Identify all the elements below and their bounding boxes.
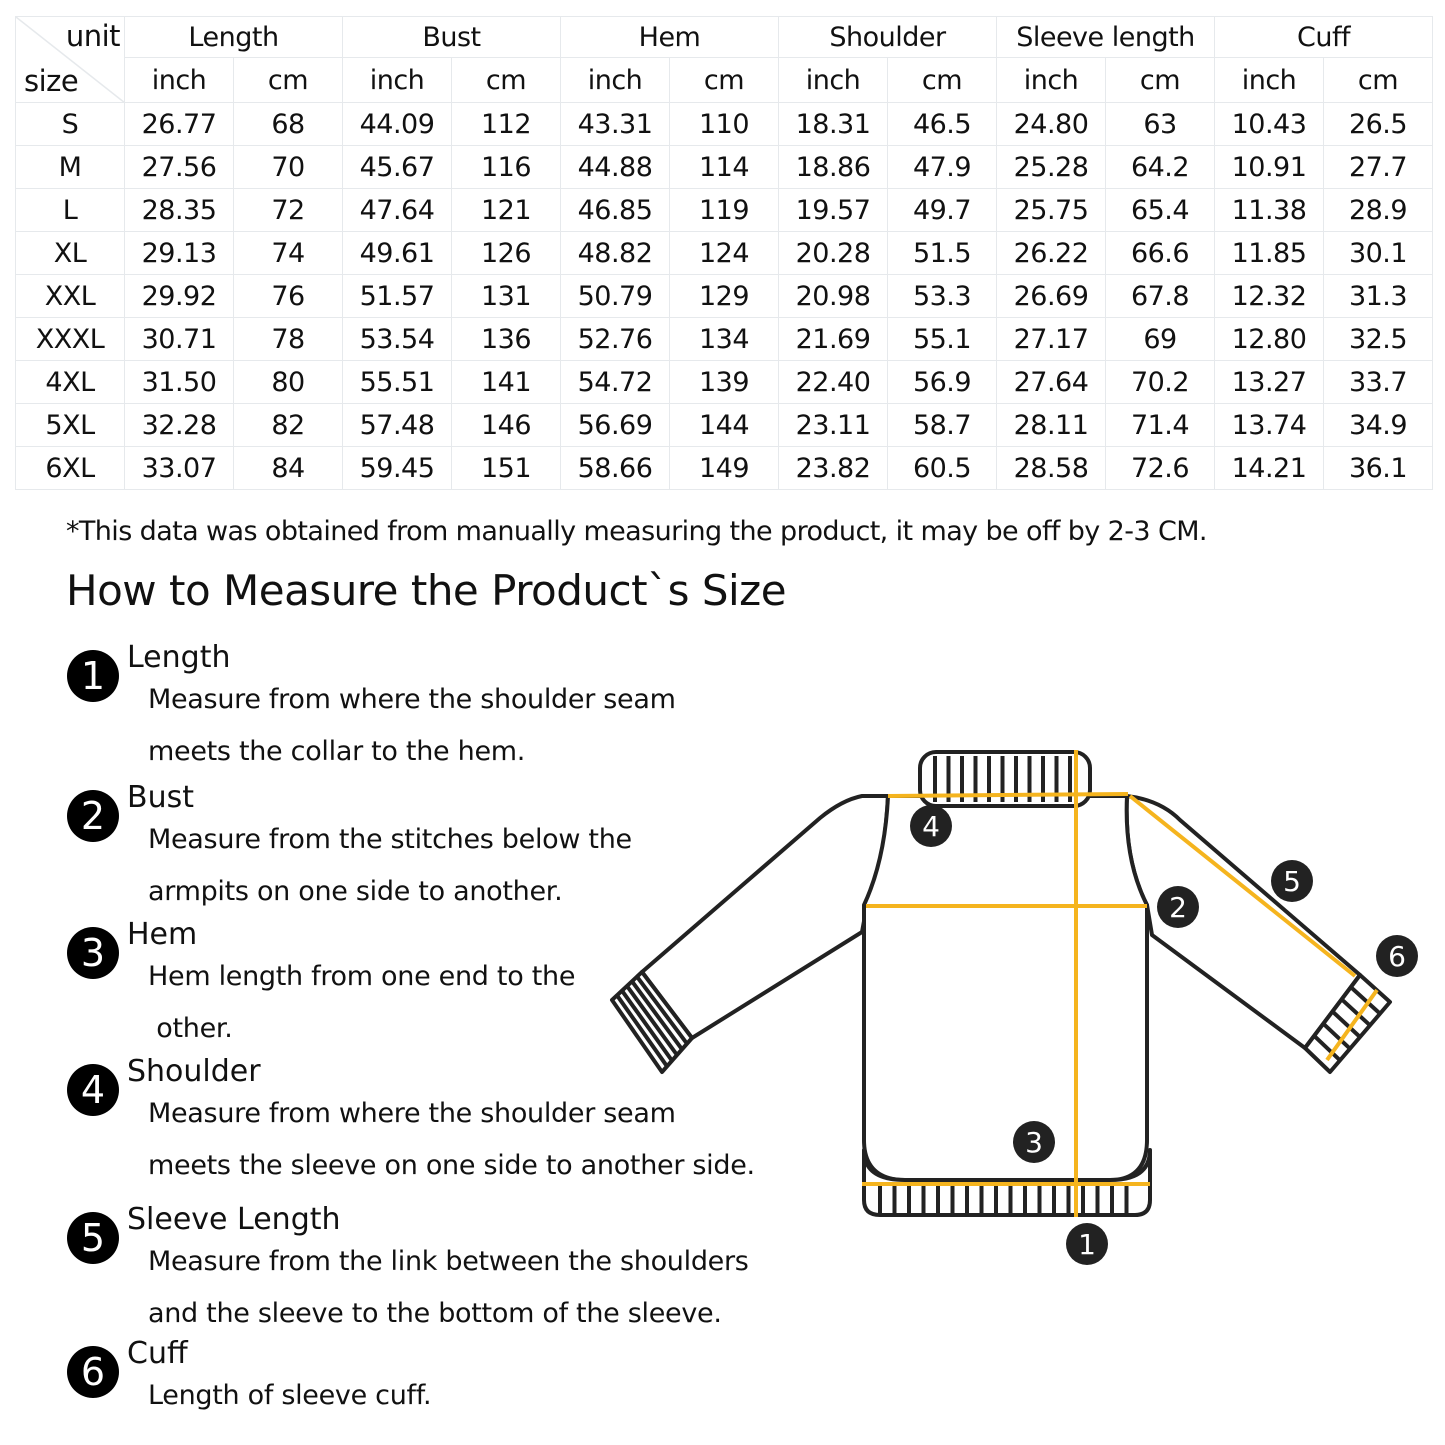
value-cell: 27.7 [1324, 146, 1433, 189]
value-cell: 131 [452, 275, 561, 318]
unit-header-cm: cm [234, 58, 343, 103]
value-cell: 30.71 [125, 318, 234, 361]
marker-number: 6 [1388, 940, 1406, 973]
shoulder-line [888, 794, 1128, 796]
value-cell: 121 [452, 189, 561, 232]
value-cell: 69 [1106, 318, 1215, 361]
unit-header-cm: cm [888, 58, 997, 103]
unit-header-inch: inch [779, 58, 888, 103]
value-cell: 30.1 [1324, 232, 1433, 275]
unit-header-inch: inch [997, 58, 1106, 103]
unit-header-inch: inch [1215, 58, 1324, 103]
value-cell: 20.98 [779, 275, 888, 318]
diagram-marker-1-icon [1066, 1223, 1108, 1265]
value-cell: 70 [234, 146, 343, 189]
value-cell: 119 [670, 189, 779, 232]
value-cell: 13.74 [1215, 404, 1324, 447]
value-cell: 14.21 [1215, 447, 1324, 490]
step-line: Measure from where the shoulder seam [148, 684, 676, 715]
size-cell: XXL [16, 275, 125, 318]
number-badge-icon: 6 [67, 1346, 119, 1398]
step-line: meets the collar to the hem. [148, 736, 526, 767]
value-cell: 71.4 [1106, 404, 1215, 447]
marker-number: 4 [922, 810, 940, 843]
marker-number: 1 [1078, 1228, 1096, 1261]
header-sleeve-length: Sleeve length [997, 17, 1215, 58]
value-cell: 43.31 [561, 103, 670, 146]
value-cell: 50.79 [561, 275, 670, 318]
value-cell: 10.91 [1215, 146, 1324, 189]
value-cell: 26.77 [125, 103, 234, 146]
value-cell: 139 [670, 361, 779, 404]
value-cell: 27.17 [997, 318, 1106, 361]
value-cell: 46.5 [888, 103, 997, 146]
step-line: Measure from the stitches below the [148, 824, 632, 855]
number-badge-icon: 4 [67, 1064, 119, 1116]
size-cell: L [16, 189, 125, 232]
diagram-marker-3-icon [1013, 1121, 1055, 1163]
value-cell: 80 [234, 361, 343, 404]
value-cell: 72 [234, 189, 343, 232]
value-cell: 22.40 [779, 361, 888, 404]
value-cell: 18.86 [779, 146, 888, 189]
value-cell: 55.1 [888, 318, 997, 361]
value-cell: 33.07 [125, 447, 234, 490]
value-cell: 32.5 [1324, 318, 1433, 361]
size-cell: 4XL [16, 361, 125, 404]
marker-number: 5 [1283, 865, 1301, 898]
size-cell: 6XL [16, 447, 125, 490]
value-cell: 49.61 [343, 232, 452, 275]
value-cell: 21.69 [779, 318, 888, 361]
value-cell: 28.35 [125, 189, 234, 232]
value-cell: 112 [452, 103, 561, 146]
value-cell: 67.8 [1106, 275, 1215, 318]
step-title: Sleeve Length [127, 1202, 341, 1237]
value-cell: 10.43 [1215, 103, 1324, 146]
value-cell: 58.66 [561, 447, 670, 490]
left-sleeve [642, 796, 888, 1038]
value-cell: 47.64 [343, 189, 452, 232]
value-cell: 124 [670, 232, 779, 275]
value-cell: 59.45 [343, 447, 452, 490]
size-cell: S [16, 103, 125, 146]
unit-header-inch: inch [125, 58, 234, 103]
value-cell: 27.64 [997, 361, 1106, 404]
value-cell: 116 [452, 146, 561, 189]
value-cell: 60.5 [888, 447, 997, 490]
header-length: Length [125, 17, 343, 58]
guide-heading: How to Measure the Product`s Size [66, 566, 787, 615]
value-cell: 54.72 [561, 361, 670, 404]
value-cell: 51.5 [888, 232, 997, 275]
value-cell: 28.58 [997, 447, 1106, 490]
value-cell: 146 [452, 404, 561, 447]
right-sleeve [1127, 796, 1360, 1048]
value-cell: 144 [670, 404, 779, 447]
marker-number: 2 [1169, 891, 1187, 924]
step-line: and the sleeve to the bottom of the sleeve. [148, 1298, 722, 1329]
size-cell: M [16, 146, 125, 189]
value-cell: 28.9 [1324, 189, 1433, 232]
number-badge-icon: 2 [67, 790, 119, 842]
step-line: Length of sleeve cuff. [148, 1380, 432, 1411]
value-cell: 29.13 [125, 232, 234, 275]
value-cell: 151 [452, 447, 561, 490]
number-badge-icon: 5 [67, 1212, 119, 1264]
marker-number: 3 [1025, 1126, 1043, 1159]
value-cell: 57.48 [343, 404, 452, 447]
value-cell: 48.82 [561, 232, 670, 275]
value-cell: 34.9 [1324, 404, 1433, 447]
value-cell: 58.7 [888, 404, 997, 447]
value-cell: 110 [670, 103, 779, 146]
value-cell: 51.57 [343, 275, 452, 318]
value-cell: 29.92 [125, 275, 234, 318]
value-cell: 12.80 [1215, 318, 1324, 361]
value-cell: 44.09 [343, 103, 452, 146]
number-badge-icon: 1 [67, 650, 119, 702]
unit-header-inch: inch [343, 58, 452, 103]
size-cell: XXXL [16, 318, 125, 361]
value-cell: 66.6 [1106, 232, 1215, 275]
step-line: other. [148, 1013, 233, 1044]
value-cell: 68 [234, 103, 343, 146]
diagram-marker-4-icon [910, 805, 952, 847]
unit-header-inch: inch [561, 58, 670, 103]
header-hem: Hem [561, 17, 779, 58]
diagram-marker-2-icon [1157, 886, 1199, 928]
diagram-marker-6-icon [1376, 935, 1418, 977]
value-cell: 25.75 [997, 189, 1106, 232]
value-cell: 65.4 [1106, 189, 1215, 232]
number-badge-icon: 3 [67, 927, 119, 979]
value-cell: 31.3 [1324, 275, 1433, 318]
unit-header-cm: cm [1324, 58, 1433, 103]
value-cell: 11.38 [1215, 189, 1324, 232]
value-cell: 18.31 [779, 103, 888, 146]
value-cell: 56.9 [888, 361, 997, 404]
value-cell: 70.2 [1106, 361, 1215, 404]
step-line: meets the sleeve on one side to another side. [148, 1150, 755, 1181]
value-cell: 20.28 [779, 232, 888, 275]
value-cell: 23.11 [779, 404, 888, 447]
value-cell: 33.7 [1324, 361, 1433, 404]
value-cell: 32.28 [125, 404, 234, 447]
unit-header-cm: cm [670, 58, 779, 103]
collar [920, 752, 1090, 806]
value-cell: 63 [1106, 103, 1215, 146]
diagram-marker-5-icon [1271, 860, 1313, 902]
step-title: Bust [127, 780, 194, 815]
value-cell: 78 [234, 318, 343, 361]
value-cell: 26.69 [997, 275, 1106, 318]
sweater-body [864, 796, 1147, 1180]
value-cell: 46.85 [561, 189, 670, 232]
value-cell: 11.85 [1215, 232, 1324, 275]
value-cell: 76 [234, 275, 343, 318]
value-cell: 24.80 [997, 103, 1106, 146]
value-cell: 44.88 [561, 146, 670, 189]
value-cell: 12.32 [1215, 275, 1324, 318]
size-label: size [24, 64, 79, 98]
value-cell: 134 [670, 318, 779, 361]
value-cell: 149 [670, 447, 779, 490]
value-cell: 84 [234, 447, 343, 490]
step-line: Measure from where the shoulder seam [148, 1098, 676, 1129]
value-cell: 49.7 [888, 189, 997, 232]
header-shoulder: Shoulder [779, 17, 997, 58]
value-cell: 26.22 [997, 232, 1106, 275]
value-cell: 129 [670, 275, 779, 318]
value-cell: 74 [234, 232, 343, 275]
value-cell: 25.28 [997, 146, 1106, 189]
value-cell: 55.51 [343, 361, 452, 404]
measurement-note: *This data was obtained from manually measuring the product, it may be off by 2-3 CM. [66, 516, 1207, 547]
unit-header-cm: cm [1106, 58, 1215, 103]
value-cell: 13.27 [1215, 361, 1324, 404]
value-cell: 72.6 [1106, 447, 1215, 490]
value-cell: 64.2 [1106, 146, 1215, 189]
unit-label: unit [65, 19, 120, 53]
value-cell: 26.5 [1324, 103, 1433, 146]
step-title: Hem [127, 917, 198, 952]
header-bust: Bust [343, 17, 561, 58]
value-cell: 36.1 [1324, 447, 1433, 490]
step-title: Cuff [127, 1336, 188, 1371]
value-cell: 53.54 [343, 318, 452, 361]
value-cell: 27.56 [125, 146, 234, 189]
value-cell: 126 [452, 232, 561, 275]
value-cell: 56.69 [561, 404, 670, 447]
step-title: Shoulder [127, 1054, 261, 1089]
value-cell: 141 [452, 361, 561, 404]
value-cell: 136 [452, 318, 561, 361]
value-cell: 45.67 [343, 146, 452, 189]
step-line: Hem length from one end to the [148, 961, 576, 992]
value-cell: 19.57 [779, 189, 888, 232]
value-cell: 52.76 [561, 318, 670, 361]
size-cell: XL [16, 232, 125, 275]
value-cell: 28.11 [997, 404, 1106, 447]
value-cell: 53.3 [888, 275, 997, 318]
step-line: armpits on one side to another. [148, 876, 563, 907]
value-cell: 114 [670, 146, 779, 189]
step-title: Length [127, 640, 231, 675]
value-cell: 47.9 [888, 146, 997, 189]
step-line: Measure from the link between the shoulders [148, 1246, 749, 1277]
value-cell: 82 [234, 404, 343, 447]
size-cell: 5XL [16, 404, 125, 447]
value-cell: 31.50 [125, 361, 234, 404]
header-cuff: Cuff [1215, 17, 1433, 58]
unit-header-cm: cm [452, 58, 561, 103]
value-cell: 23.82 [779, 447, 888, 490]
